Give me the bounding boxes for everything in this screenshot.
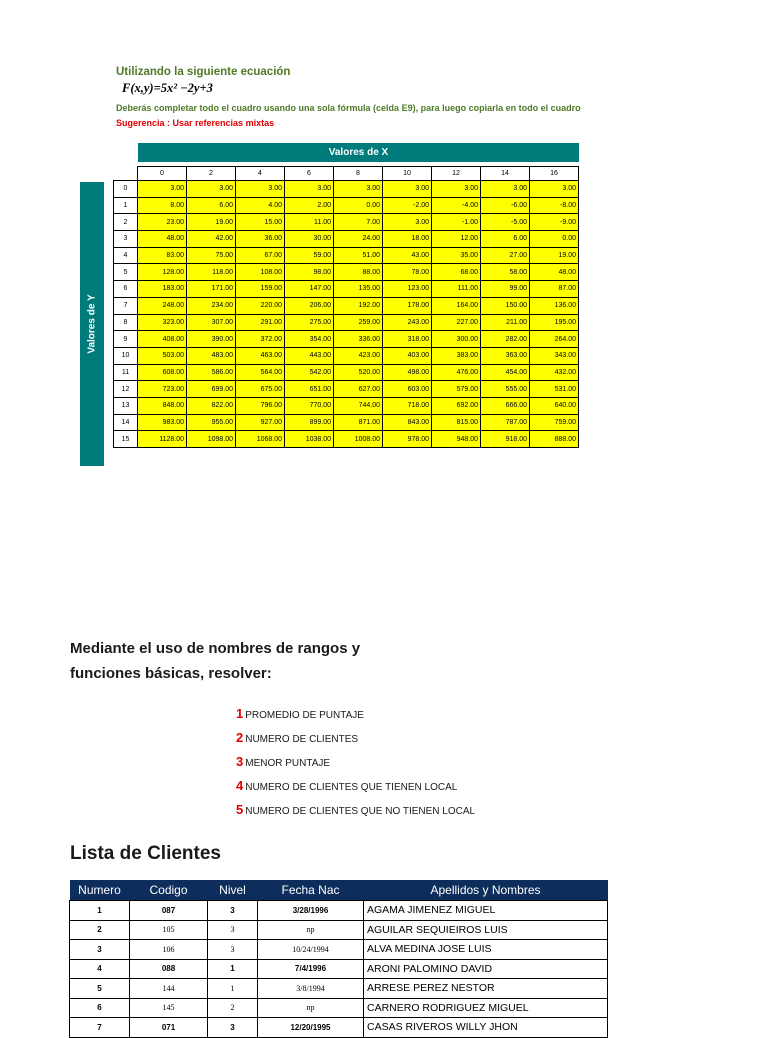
grid-cell[interactable]: 78.00	[383, 264, 432, 281]
grid-cell[interactable]: 67.00	[236, 247, 285, 264]
grid-cell[interactable]: 83.00	[138, 247, 187, 264]
fecha-cell[interactable]: 3/8/1994	[258, 979, 364, 999]
codigo-cell[interactable]: 087	[130, 901, 208, 921]
grid-cell[interactable]: 24.00	[334, 231, 383, 248]
grid-cell[interactable]: 128.00	[138, 264, 187, 281]
table-row[interactable]	[70, 998, 608, 1018]
grid-cell[interactable]: 19.00	[187, 214, 236, 231]
numero-cell[interactable]: 7	[70, 1018, 130, 1038]
grid-cell[interactable]: 483.00	[187, 347, 236, 364]
grid-cell[interactable]: 36.00	[236, 231, 285, 248]
grid-cell[interactable]: 6.00	[187, 197, 236, 214]
grid-cell[interactable]: 111.00	[432, 281, 481, 298]
grid-cell[interactable]: 211.00	[481, 314, 530, 331]
grid-cell[interactable]: 651.00	[285, 381, 334, 398]
grid-cell[interactable]: 35.00	[432, 247, 481, 264]
nivel-cell[interactable]: 1	[208, 959, 258, 979]
grid-cell[interactable]: 23.00	[138, 214, 187, 231]
task-text: NUMERO DE CLIENTES	[245, 734, 359, 745]
grid-cell[interactable]: 796.00	[236, 397, 285, 414]
grid-cell[interactable]: 136.00	[530, 297, 579, 314]
task-number: 2	[236, 730, 244, 745]
grid-cell[interactable]: 871.00	[334, 414, 383, 431]
x-header-cell[interactable]: 6	[285, 167, 334, 181]
grid-cell[interactable]: 408.00	[138, 331, 187, 348]
values-grid	[113, 166, 579, 448]
grid-cell[interactable]: 343.00	[530, 347, 579, 364]
y-header-cell[interactable]: 5	[114, 264, 138, 281]
nivel-cell[interactable]: 3	[208, 1018, 258, 1038]
grid-cell[interactable]: 454.00	[481, 364, 530, 381]
grid-row	[114, 231, 579, 248]
fecha-cell[interactable]: np	[258, 998, 364, 1018]
grid-cell[interactable]: 579.00	[432, 381, 481, 398]
section-title: Mediante el uso de nombres de rangos y funciones básicas, resolver:	[70, 640, 361, 682]
grid-cell[interactable]: 3.00	[432, 181, 481, 198]
grid-cell[interactable]: 30.00	[285, 231, 334, 248]
task-item	[236, 754, 330, 769]
task-number: 5	[236, 802, 244, 817]
grid-cell[interactable]: 390.00	[187, 331, 236, 348]
grid-cell[interactable]: 19.00	[530, 247, 579, 264]
grid-cell[interactable]: -9.00	[530, 214, 579, 231]
y-header-cell[interactable]: 14	[114, 414, 138, 431]
grid-cell[interactable]: 1068.00	[236, 431, 285, 448]
nombre-cell[interactable]: AGUILAR SEQUIEIROS LUIS	[364, 920, 608, 940]
grid-cell[interactable]: 770.00	[285, 397, 334, 414]
x-header-cell[interactable]: 8	[334, 167, 383, 181]
grid-cell[interactable]: 498.00	[383, 364, 432, 381]
numero-cell[interactable]: 6	[70, 998, 130, 1018]
task-text: NUMERO DE CLIENTES QUE TIENEN LOCAL	[245, 782, 458, 793]
grid-cell[interactable]: 58.00	[481, 264, 530, 281]
grid-cell[interactable]: 848.00	[138, 397, 187, 414]
grid-cell[interactable]: 3.00	[187, 181, 236, 198]
y-header-cell[interactable]: 8	[114, 314, 138, 331]
y-header-cell[interactable]: 12	[114, 381, 138, 398]
x-header-cell[interactable]: 0	[138, 167, 187, 181]
x-header-cell[interactable]: 16	[530, 167, 579, 181]
y-header-cell[interactable]: 0	[114, 181, 138, 198]
grid-cell[interactable]: 759.00	[530, 414, 579, 431]
grid-cell[interactable]: 336.00	[334, 331, 383, 348]
grid-cell[interactable]: 147.00	[285, 281, 334, 298]
grid-cell[interactable]: 300.00	[432, 331, 481, 348]
grid-cell[interactable]: 264.00	[530, 331, 579, 348]
grid-cell[interactable]: 4.00	[236, 197, 285, 214]
grid-cell[interactable]: 99.00	[481, 281, 530, 298]
grid-cell[interactable]: 227.00	[432, 314, 481, 331]
grid-cell[interactable]: 978.00	[383, 431, 432, 448]
grid-cell[interactable]: 403.00	[383, 347, 432, 364]
x-header-cell[interactable]: 12	[432, 167, 481, 181]
grid-cell[interactable]: 383.00	[432, 347, 481, 364]
nivel-cell[interactable]: 1	[208, 979, 258, 999]
nivel-cell[interactable]: 3	[208, 920, 258, 940]
grid-cell[interactable]: 718.00	[383, 397, 432, 414]
grid-cell[interactable]: 234.00	[187, 297, 236, 314]
grid-cell[interactable]: 948.00	[432, 431, 481, 448]
grid-cell[interactable]: -2.00	[383, 197, 432, 214]
grid-cell[interactable]: 88.00	[334, 264, 383, 281]
y-header-cell[interactable]: 11	[114, 364, 138, 381]
grid-cell[interactable]: 627.00	[334, 381, 383, 398]
grid-row	[114, 264, 579, 281]
codigo-cell[interactable]: 105	[130, 920, 208, 940]
grid-cell[interactable]: 178.00	[383, 297, 432, 314]
y-header-cell[interactable]: 6	[114, 281, 138, 298]
x-header-cell[interactable]: 4	[236, 167, 285, 181]
grid-cell[interactable]: 6.00	[481, 231, 530, 248]
grid-cell[interactable]: 423.00	[334, 347, 383, 364]
fecha-cell[interactable]: 7/4/1996	[258, 959, 364, 979]
grid-row	[114, 247, 579, 264]
nivel-cell[interactable]: 3	[208, 901, 258, 921]
grid-cell[interactable]: 164.00	[432, 297, 481, 314]
grid-cell[interactable]: 275.00	[285, 314, 334, 331]
codigo-cell[interactable]: 071	[130, 1018, 208, 1038]
fecha-cell[interactable]: 12/20/1995	[258, 1018, 364, 1038]
grid-cell[interactable]: 899.00	[285, 414, 334, 431]
instruction-text: Deberás completar todo el cuadro usando una sola fórmula (celda E9), para luego copiarla en todo el cuadro	[116, 103, 581, 113]
codigo-cell[interactable]: 145	[130, 998, 208, 1018]
grid-cell[interactable]: 675.00	[236, 381, 285, 398]
nivel-cell[interactable]: 3	[208, 940, 258, 960]
grid-cell[interactable]: 18.00	[383, 231, 432, 248]
grid-cell[interactable]: 171.00	[187, 281, 236, 298]
grid-cell[interactable]: 918.00	[481, 431, 530, 448]
y-values-header	[80, 182, 104, 466]
task-number: 1	[236, 706, 244, 721]
task-number: 3	[236, 754, 244, 769]
grid-row	[114, 214, 579, 231]
task-item	[236, 802, 475, 817]
grid-cell[interactable]: 699.00	[187, 381, 236, 398]
x-values-header: Valores de X	[138, 143, 579, 162]
numero-cell[interactable]: 2	[70, 920, 130, 940]
grid-cell[interactable]: 12.00	[432, 231, 481, 248]
grid-cell[interactable]: 463.00	[236, 347, 285, 364]
grid-row	[114, 314, 579, 331]
grid-cell[interactable]: 815.00	[432, 414, 481, 431]
numero-cell[interactable]: 5	[70, 979, 130, 999]
grid-cell[interactable]: 0.00	[334, 197, 383, 214]
grid-cell[interactable]: 98.00	[285, 264, 334, 281]
numero-cell[interactable]: 1	[70, 901, 130, 921]
grid-cell[interactable]: 3.00	[236, 181, 285, 198]
grid-cell[interactable]: 0.00	[530, 231, 579, 248]
grid-cell[interactable]: 11.00	[285, 214, 334, 231]
grid-cell[interactable]: 195.00	[530, 314, 579, 331]
table-row[interactable]	[70, 940, 608, 960]
grid-cell[interactable]: 3.00	[383, 181, 432, 198]
grid-cell[interactable]: 3.00	[383, 214, 432, 231]
grid-cell[interactable]: 318.00	[383, 331, 432, 348]
equation: F(x,y)=5x² −2y+3	[122, 81, 213, 95]
table-row[interactable]	[70, 920, 608, 940]
table-row[interactable]	[70, 901, 608, 921]
grid-cell[interactable]: 432.00	[530, 364, 579, 381]
grid-cell[interactable]: 150.00	[481, 297, 530, 314]
grid-cell[interactable]: 87.00	[530, 281, 579, 298]
grid-cell[interactable]: 3.00	[530, 181, 579, 198]
task-item	[236, 706, 364, 721]
grid-cell[interactable]: -1.00	[432, 214, 481, 231]
grid-cell[interactable]: 1128.00	[138, 431, 187, 448]
suggestion-text: Sugerencia : Usar referencias mixtas	[116, 118, 275, 128]
grid-corner	[114, 167, 138, 181]
grid-cell[interactable]: 542.00	[285, 364, 334, 381]
column-header[interactable]: Fecha Nac	[258, 880, 364, 901]
grid-cell[interactable]: 555.00	[481, 381, 530, 398]
grid-row	[114, 331, 579, 348]
task-text: PROMEDIO DE PUNTAJE	[245, 710, 364, 721]
nombre-cell[interactable]: AGAMA JIMENEZ MIGUEL	[364, 901, 608, 921]
column-header[interactable]: Numero	[70, 880, 130, 901]
grid-cell[interactable]: 48.00	[138, 231, 187, 248]
grid-cell[interactable]: 7.00	[334, 214, 383, 231]
y-header-cell[interactable]: 10	[114, 347, 138, 364]
grid-cell[interactable]: 586.00	[187, 364, 236, 381]
y-header-cell[interactable]: 1	[114, 197, 138, 214]
grid-cell[interactable]: 608.00	[138, 364, 187, 381]
task-item	[236, 778, 457, 793]
grid-cell[interactable]: 8.00	[138, 197, 187, 214]
task-text: MENOR PUNTAJE	[245, 758, 331, 769]
task-item	[236, 730, 358, 745]
grid-cell[interactable]: 259.00	[334, 314, 383, 331]
y-header-cell[interactable]: 7	[114, 297, 138, 314]
grid-cell[interactable]: 108.00	[236, 264, 285, 281]
table-row[interactable]	[70, 979, 608, 999]
grid-row	[114, 381, 579, 398]
grid-cell[interactable]: 59.00	[285, 247, 334, 264]
grid-cell[interactable]: 42.00	[187, 231, 236, 248]
grid-row	[114, 414, 579, 431]
grid-cell[interactable]: 1098.00	[187, 431, 236, 448]
grid-cell[interactable]: 192.00	[334, 297, 383, 314]
grid-row	[114, 281, 579, 298]
grid-cell[interactable]: 372.00	[236, 331, 285, 348]
y-header-cell[interactable]: 15	[114, 431, 138, 448]
grid-cell[interactable]: 744.00	[334, 397, 383, 414]
grid-cell[interactable]: 118.00	[187, 264, 236, 281]
y-header-cell[interactable]: 9	[114, 331, 138, 348]
grid-cell[interactable]: 603.00	[383, 381, 432, 398]
task-text: NUMERO DE CLIENTES QUE NO TIENEN LOCAL	[245, 806, 476, 817]
grid-row	[114, 197, 579, 214]
nombre-cell[interactable]: ALVA MEDINA JOSE LUIS	[364, 940, 608, 960]
column-header[interactable]: Nivel	[208, 880, 258, 901]
fecha-cell[interactable]: 10/24/1994	[258, 940, 364, 960]
nombre-cell[interactable]: CASAS RIVEROS WILLY JHON	[364, 1018, 608, 1038]
codigo-cell[interactable]: 088	[130, 959, 208, 979]
y-values-label: Valores de Y	[86, 294, 98, 354]
grid-cell[interactable]: 666.00	[481, 397, 530, 414]
grid-cell[interactable]: 183.00	[138, 281, 187, 298]
grid-cell[interactable]: 363.00	[481, 347, 530, 364]
grid-cell[interactable]: 476.00	[432, 364, 481, 381]
table-row[interactable]	[70, 959, 608, 979]
numero-cell[interactable]: 3	[70, 940, 130, 960]
grid-cell[interactable]: 1038.00	[285, 431, 334, 448]
column-header[interactable]: Codigo	[130, 880, 208, 901]
nombre-cell[interactable]: ARONI PALOMINO DAVID	[364, 959, 608, 979]
grid-cell[interactable]: 220.00	[236, 297, 285, 314]
grid-cell[interactable]: 43.00	[383, 247, 432, 264]
grid-cell[interactable]: 159.00	[236, 281, 285, 298]
grid-cell[interactable]: 1008.00	[334, 431, 383, 448]
grid-cell[interactable]: 248.00	[138, 297, 187, 314]
task-number: 4	[236, 778, 244, 793]
grid-cell[interactable]: 888.00	[530, 431, 579, 448]
grid-cell[interactable]: 723.00	[138, 381, 187, 398]
grid-cell[interactable]: 15.00	[236, 214, 285, 231]
grid-cell[interactable]: 323.00	[138, 314, 187, 331]
numero-cell[interactable]: 4	[70, 959, 130, 979]
grid-cell[interactable]: 51.00	[334, 247, 383, 264]
y-header-cell[interactable]: 4	[114, 247, 138, 264]
grid-cell[interactable]: 843.00	[383, 414, 432, 431]
grid-row	[114, 181, 579, 198]
grid-cell[interactable]: 787.00	[481, 414, 530, 431]
grid-cell[interactable]: 692.00	[432, 397, 481, 414]
codigo-cell[interactable]: 144	[130, 979, 208, 999]
grid-cell[interactable]: -8.00	[530, 197, 579, 214]
x-header-row	[114, 167, 579, 181]
exercise-title: Utilizando la siguiente ecuación	[116, 66, 291, 78]
column-header[interactable]: Apellidos y Nombres	[364, 880, 608, 901]
grid-cell[interactable]: 3.00	[334, 181, 383, 198]
grid-cell[interactable]: 3.00	[285, 181, 334, 198]
grid-cell[interactable]: 520.00	[334, 364, 383, 381]
grid-cell[interactable]: -4.00	[432, 197, 481, 214]
grid-cell[interactable]: 123.00	[383, 281, 432, 298]
grid-cell[interactable]: 927.00	[236, 414, 285, 431]
y-header-cell[interactable]: 13	[114, 397, 138, 414]
grid-cell[interactable]: 3.00	[138, 181, 187, 198]
grid-row	[114, 431, 579, 448]
x-header-cell[interactable]: 2	[187, 167, 236, 181]
grid-cell[interactable]: 2.00	[285, 197, 334, 214]
grid-cell[interactable]: 75.00	[187, 247, 236, 264]
grid-cell[interactable]: 27.00	[481, 247, 530, 264]
grid-cell[interactable]: 291.00	[236, 314, 285, 331]
grid-cell[interactable]: -5.00	[481, 214, 530, 231]
grid-cell[interactable]: 243.00	[383, 314, 432, 331]
grid-cell[interactable]: 955.00	[187, 414, 236, 431]
grid-cell[interactable]: 640.00	[530, 397, 579, 414]
y-header-cell[interactable]: 2	[114, 214, 138, 231]
grid-cell[interactable]: 48.00	[530, 264, 579, 281]
grid-row	[114, 297, 579, 314]
grid-cell[interactable]: -6.00	[481, 197, 530, 214]
grid-cell[interactable]: 3.00	[481, 181, 530, 198]
grid-cell[interactable]: 307.00	[187, 314, 236, 331]
grid-row	[114, 397, 579, 414]
grid-cell[interactable]: 443.00	[285, 347, 334, 364]
x-header-cell[interactable]: 14	[481, 167, 530, 181]
grid-cell[interactable]: 354.00	[285, 331, 334, 348]
x-header-cell[interactable]: 10	[383, 167, 432, 181]
nombre-cell[interactable]: CARNERO RODRIGUEZ MIGUEL	[364, 998, 608, 1018]
codigo-cell[interactable]: 106	[130, 940, 208, 960]
grid-cell[interactable]: 68.00	[432, 264, 481, 281]
grid-cell[interactable]: 531.00	[530, 381, 579, 398]
fecha-cell[interactable]: 3/28/1996	[258, 901, 364, 921]
grid-cell[interactable]: 564.00	[236, 364, 285, 381]
grid-cell[interactable]: 135.00	[334, 281, 383, 298]
grid-row	[114, 347, 579, 364]
clients-table	[69, 880, 608, 1038]
clients-title: Lista de Clientes	[70, 843, 221, 864]
grid-cell[interactable]: 503.00	[138, 347, 187, 364]
grid-cell[interactable]: 282.00	[481, 331, 530, 348]
nivel-cell[interactable]: 2	[208, 998, 258, 1018]
grid-cell[interactable]: 206.00	[285, 297, 334, 314]
grid-cell[interactable]: 983.00	[138, 414, 187, 431]
fecha-cell[interactable]: np	[258, 920, 364, 940]
grid-cell[interactable]: 822.00	[187, 397, 236, 414]
y-header-cell[interactable]: 3	[114, 231, 138, 248]
grid-row	[114, 364, 579, 381]
table-row[interactable]	[70, 1018, 608, 1038]
nombre-cell[interactable]: ARRESE PEREZ NESTOR	[364, 979, 608, 999]
